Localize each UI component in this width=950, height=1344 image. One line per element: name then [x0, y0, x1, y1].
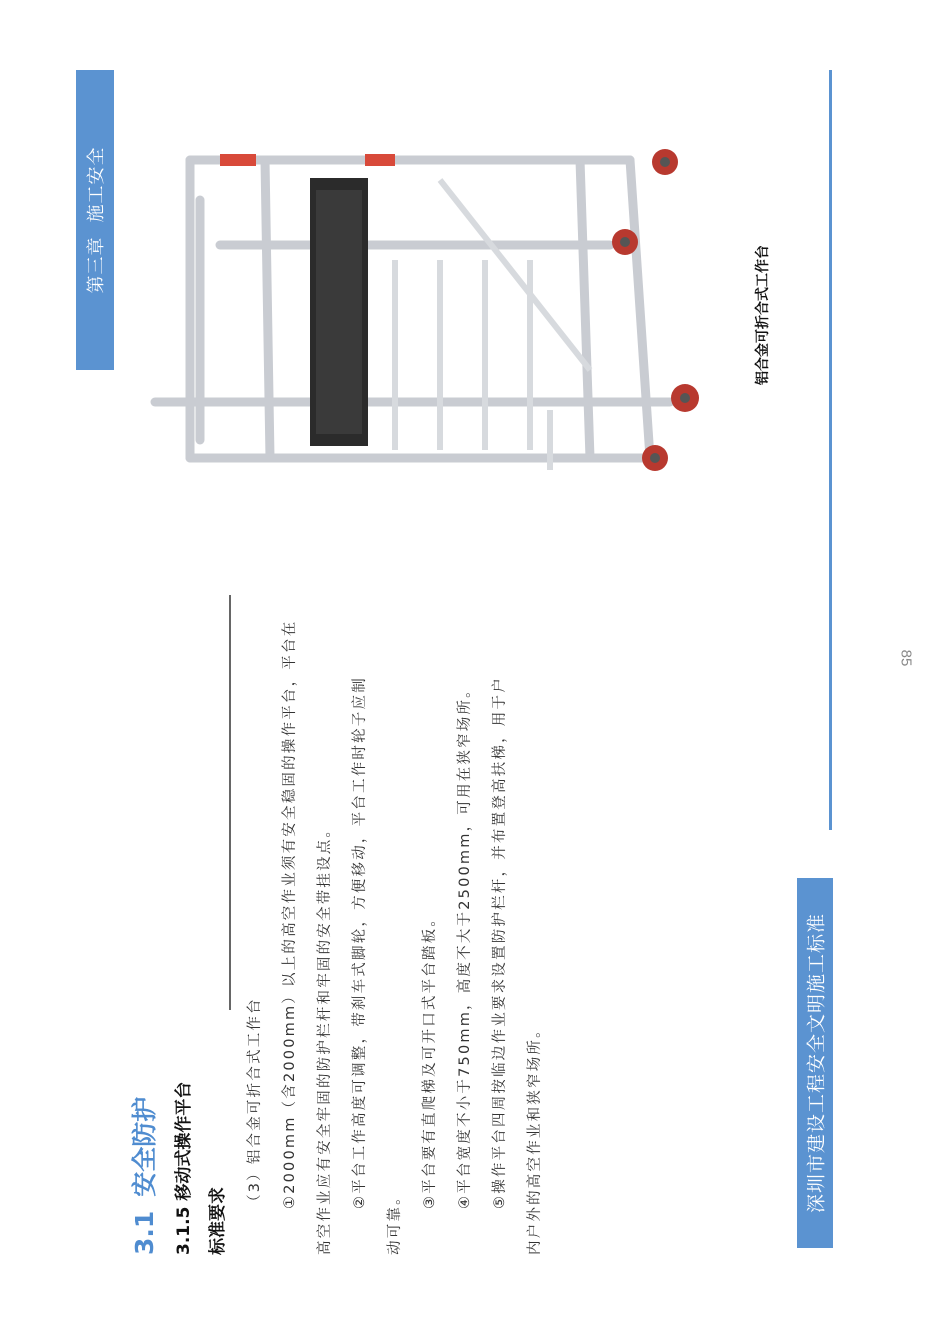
chapter-title: 施工安全 [86, 146, 107, 223]
section-number: 3.1 [130, 1210, 159, 1255]
book-title: 深圳市建设工程安全文明施工标准 [805, 912, 828, 1214]
paragraph-line: ①2000mm（含2000mm）以上的高空作业须有安全稳固的操作平台，平台在 [282, 619, 298, 1209]
section-heading [125, 1097, 161, 1255]
chapter-number: 第三章 [86, 236, 107, 294]
paragraph-line: （3）铝合金可折合式工作台 [247, 997, 263, 1209]
paragraph-line: ②平台工作高度可调整，带刹车式脚轮，方便移动，平台工作时轮子应制 [352, 676, 368, 1209]
paragraph-line: 高空作业应有安全牢固的防护栏杆和牢固的安全带挂设点。 [317, 820, 333, 1255]
subsection-title: 3.1.5 移动式操作平台 [174, 1081, 194, 1255]
chapter-tab [76, 70, 114, 370]
chapter-heading [82, 147, 108, 294]
standard-label: 标准要求 [208, 1187, 228, 1255]
page-number: 85 [897, 649, 915, 667]
paragraph-line: 内户外的高空作业和狭窄场所。 [527, 1021, 543, 1255]
paragraph-line: 动可靠。 [387, 1188, 403, 1255]
standard-divider [229, 595, 231, 1010]
book-title-tab [797, 878, 833, 1248]
figure-caption: 铝合金可折合式工作台 [755, 245, 771, 385]
header-rule [829, 70, 832, 830]
paragraph-line: ⑤操作平台四周按临边作业要求设置防护栏杆，并布置登高扶梯，用于户 [492, 676, 508, 1209]
paragraph-line: ③平台要有直爬梯及可开口式平台踏板。 [422, 909, 438, 1209]
section-title: 安全防护 [130, 1096, 159, 1197]
paragraph-line: ④平台宽度不小于750mm，高度不大于2500mm，可用在狭窄场所。 [457, 681, 473, 1209]
aluminum-platform-photo [140, 140, 700, 530]
section-content [125, 595, 543, 1255]
